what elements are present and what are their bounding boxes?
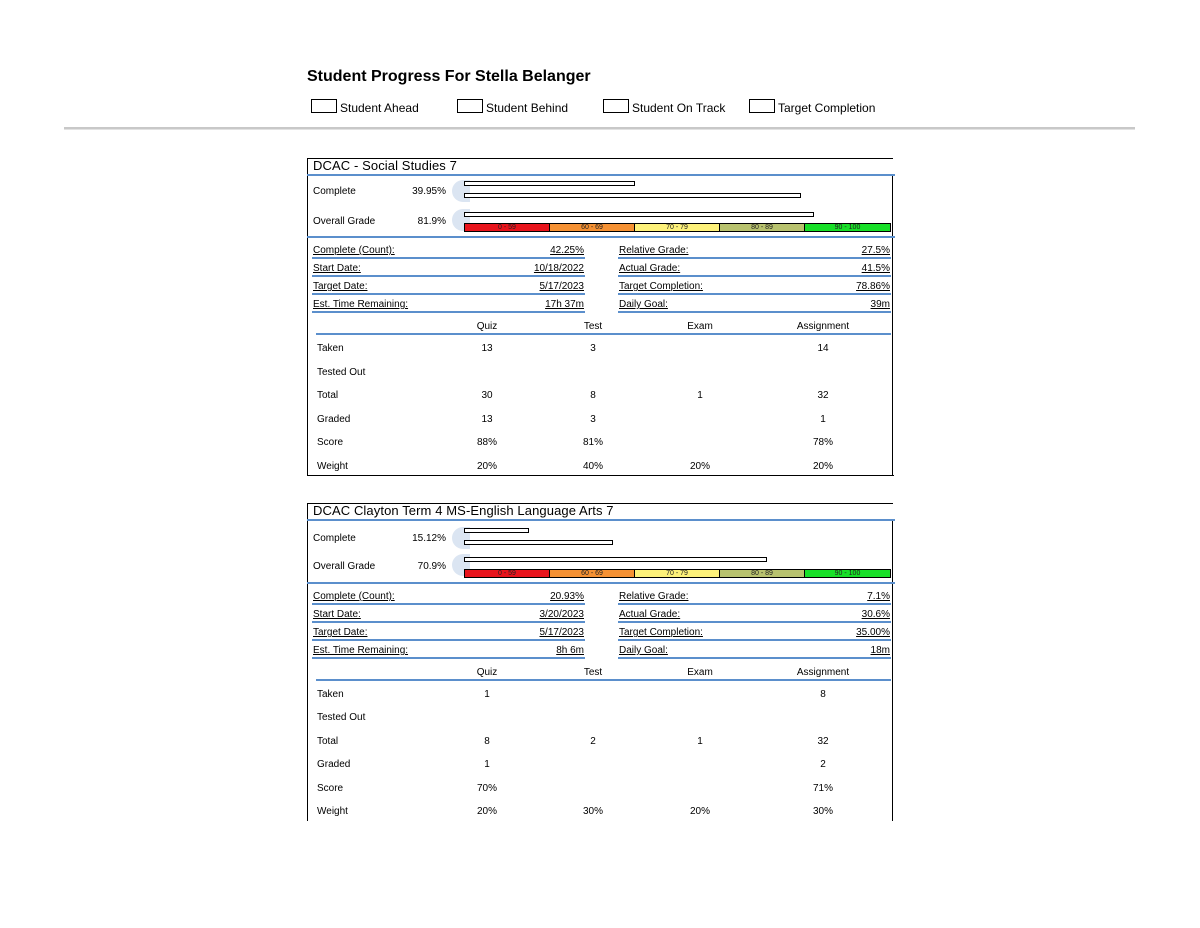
table-cell: 2	[820, 759, 826, 770]
stat-relative-grade	[618, 590, 891, 605]
stat-value: 5/17/2023	[539, 627, 584, 638]
table-cell: 71%	[812, 783, 833, 794]
stat-value: 5/17/2023	[539, 281, 584, 292]
stat-value: 35.00%	[856, 627, 890, 638]
table-header-underline	[316, 679, 891, 681]
stat-label: Est. Time Remaining:	[313, 645, 409, 656]
table-cell: 1	[697, 390, 703, 401]
table-cell: 20%	[689, 461, 710, 472]
table-cell: 1	[484, 759, 490, 770]
complete-percent: 15.12%	[412, 533, 446, 544]
column-header-test: Test	[583, 667, 603, 678]
table-cell: 30%	[812, 806, 833, 817]
legend-swatch-ahead	[311, 99, 337, 113]
card-border-left	[307, 503, 308, 821]
legend-label-ahead: Student Ahead	[340, 101, 419, 115]
table-cell: 8	[820, 689, 826, 700]
course-card	[307, 158, 895, 476]
complete-label: Complete	[313, 533, 356, 544]
target-bar	[464, 540, 613, 545]
stat-label: Target Completion:	[619, 281, 703, 292]
table-row-label: Score	[317, 437, 344, 448]
stat-target-date	[312, 280, 585, 295]
card-border-bottom	[307, 475, 894, 476]
table-cell: 32	[817, 390, 829, 401]
table-cell: 70%	[476, 783, 497, 794]
stat-label: Actual Grade:	[619, 609, 681, 620]
overall-grade-label: Overall Grade	[313, 561, 376, 572]
scale-band-1: 60 - 69	[550, 570, 635, 577]
stat-value: 30.6%	[861, 609, 890, 620]
overall-grade-label: Overall Grade	[313, 216, 376, 227]
column-header-quiz: Quiz	[476, 667, 498, 678]
stat-daily-goal	[618, 298, 891, 313]
table-row-label: Weight	[317, 806, 348, 817]
table-cell: 2	[590, 736, 596, 747]
table-row-label: Total	[317, 736, 339, 747]
stat-label: Complete (Count):	[313, 591, 395, 602]
legend-swatch-on-track	[603, 99, 629, 113]
legend-label-target: Target Completion	[778, 101, 876, 115]
scale-band-2: 70 - 79	[635, 224, 720, 231]
stat-value: 27.5%	[861, 245, 890, 256]
stat-value: 7.1%	[867, 591, 890, 602]
legend-swatch-target	[749, 99, 775, 113]
table-cell: 20%	[476, 806, 497, 817]
stat-label: Target Completion:	[619, 627, 703, 638]
overall-grade-value: 81.9%	[417, 216, 446, 227]
stat-label: Start Date:	[313, 609, 361, 620]
target-bar	[464, 193, 801, 198]
scale-band-2: 70 - 79	[635, 570, 720, 577]
column-header-test: Test	[583, 321, 603, 332]
stat-est-time-remaining	[312, 644, 585, 659]
grade-scale	[464, 223, 891, 232]
stat-value: 17h 37m	[545, 299, 584, 310]
report-title: Student Progress For Stella Belanger	[307, 68, 591, 85]
scale-band-0: 0 - 59	[465, 224, 550, 231]
table-cell: 3	[590, 343, 596, 354]
table-cell: 1	[820, 414, 826, 425]
table-cell: 8	[590, 390, 596, 401]
overall-grade-value: 70.9%	[417, 561, 446, 572]
card-border-right	[892, 174, 893, 476]
stat-start-date	[312, 262, 585, 277]
stat-label: Est. Time Remaining:	[313, 299, 409, 310]
course-card	[307, 503, 895, 821]
stat-target-date	[312, 626, 585, 641]
table-cell: 20%	[476, 461, 497, 472]
table-cell: 13	[481, 414, 493, 425]
complete-label: Complete	[313, 186, 356, 197]
stat-value: 78.86%	[856, 281, 890, 292]
stat-value: 42.25%	[550, 245, 584, 256]
stat-label: Daily Goal:	[619, 299, 668, 310]
grade-bar	[464, 557, 767, 562]
stat-start-date	[312, 608, 585, 623]
table-cell: 8	[484, 736, 490, 747]
table-row-label: Taken	[317, 689, 344, 700]
stat-label: Complete (Count):	[313, 245, 395, 256]
column-header-quiz: Quiz	[476, 321, 498, 332]
table-cell: 88%	[476, 437, 497, 448]
table-row-label: Graded	[317, 414, 351, 425]
stat-target-completion	[618, 626, 891, 641]
table-cell: 20%	[812, 461, 833, 472]
column-header-assignment: Assignment	[796, 321, 850, 332]
stat-complete-count	[312, 244, 585, 259]
stat-target-completion	[618, 280, 891, 295]
table-cell: 78%	[812, 437, 833, 448]
stat-relative-grade	[618, 244, 891, 259]
table-row-label: Weight	[317, 461, 348, 472]
table-row-label: Graded	[317, 759, 351, 770]
stat-value: 39m	[870, 299, 890, 310]
card-border-left	[307, 158, 308, 476]
stat-value: 18m	[870, 645, 890, 656]
course-title: DCAC Clayton Term 4 MS-English Language Arts 7	[313, 503, 614, 518]
table-cell: 30%	[582, 806, 603, 817]
stat-label: Daily Goal:	[619, 645, 668, 656]
table-cell: 13	[481, 343, 493, 354]
table-cell: 1	[697, 736, 703, 747]
table-cell: 81%	[582, 437, 603, 448]
title-underline	[307, 174, 895, 176]
table-row-label: Score	[317, 783, 344, 794]
table-row-label: Tested Out	[317, 712, 366, 723]
grade-bar	[464, 212, 814, 217]
table-row-label: Tested Out	[317, 367, 366, 378]
stat-value: 3/20/2023	[539, 609, 584, 620]
table-cell: 3	[590, 414, 596, 425]
column-header-exam: Exam	[687, 667, 713, 678]
stat-label: Target Date:	[313, 281, 368, 292]
complete-bar	[464, 181, 635, 186]
scale-band-0: 0 - 59	[465, 570, 550, 577]
scale-band-3: 80 - 89	[720, 570, 805, 577]
legend-label-behind: Student Behind	[486, 101, 569, 115]
table-cell: 40%	[582, 461, 603, 472]
table-cell: 32	[817, 736, 829, 747]
stat-value: 20.93%	[550, 591, 584, 602]
stat-complete-count	[312, 590, 585, 605]
stat-est-time-remaining	[312, 298, 585, 313]
summary-divider	[307, 236, 895, 238]
table-cell: 1	[484, 689, 490, 700]
stat-actual-grade	[618, 608, 891, 623]
card-border-right	[892, 519, 893, 821]
complete-percent: 39.95%	[412, 186, 446, 197]
title-underline	[307, 519, 895, 521]
table-cell: 20%	[689, 806, 710, 817]
scale-band-4: 90 - 100	[805, 224, 890, 231]
summary-divider	[307, 582, 895, 584]
column-header-exam: Exam	[687, 321, 713, 332]
grade-scale	[464, 569, 891, 578]
scale-band-1: 60 - 69	[550, 224, 635, 231]
stat-label: Target Date:	[313, 627, 368, 638]
stat-value: 41.5%	[861, 263, 890, 274]
column-header-assignment: Assignment	[796, 667, 850, 678]
table-cell: 30	[481, 390, 493, 401]
course-title: DCAC - Social Studies 7	[313, 158, 457, 173]
header-divider	[64, 127, 1135, 130]
complete-bar	[464, 528, 529, 533]
stat-label: Start Date:	[313, 263, 361, 274]
table-cell: 14	[817, 343, 829, 354]
stat-label: Relative Grade:	[619, 591, 689, 602]
scale-band-3: 80 - 89	[720, 224, 805, 231]
stat-label: Relative Grade:	[619, 245, 689, 256]
stat-value: 8h 6m	[556, 645, 584, 656]
table-row-label: Total	[317, 390, 339, 401]
scale-band-4: 90 - 100	[805, 570, 890, 577]
stat-actual-grade	[618, 262, 891, 277]
legend-swatch-behind	[457, 99, 483, 113]
stat-daily-goal	[618, 644, 891, 659]
table-header-underline	[316, 333, 891, 335]
table-row-label: Taken	[317, 343, 344, 354]
legend-label-on-track: Student On Track	[632, 101, 726, 115]
stat-value: 10/18/2022	[533, 263, 584, 274]
stat-label: Actual Grade:	[619, 263, 681, 274]
